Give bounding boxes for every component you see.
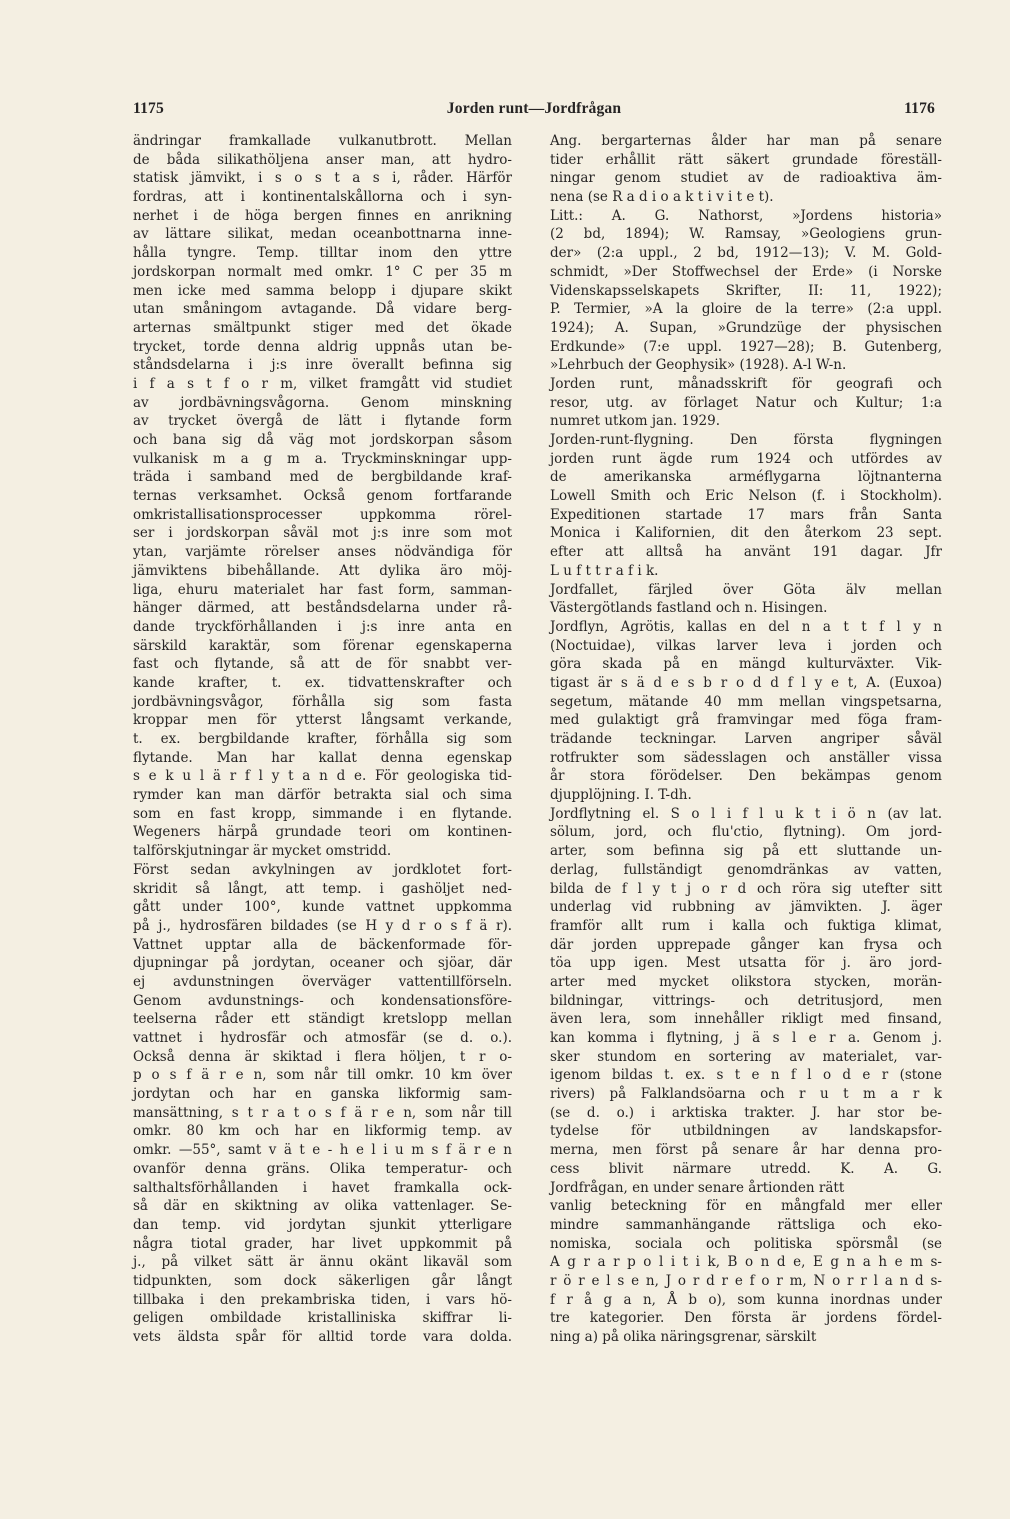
text-line: nomiska, sociala och politiska spörsmål (se [550,1235,942,1252]
text-line: mansättning, s t r a t o s f ä r e n, som når till [133,1104,512,1121]
text-line: salthaltsförhållanden i havet framkalla ock- [133,1179,512,1196]
text-line: ytan, varjämte rörelser anses nödvändiga för [133,544,512,561]
text-line: göra skada på en mängd kulturväxter. Vik- [550,656,942,673]
text-line: ovanför denna gräns. Olika temperatur- och [133,1160,512,1177]
text-line: Vattnet upptar alla de bäckenformade för- [133,936,512,953]
text-line: bilda de f l y t j o r d och röra sig utefter sitt [550,880,942,897]
text-line: men icke med samma belopp i djupare skikt [133,282,512,299]
text-line: Västergötlands fastland och n. Hisingen. [550,600,828,617]
text-line: Jorden-runt-flygning. Den första flygningen [550,432,942,448]
text-line: Ang. bergarternas ålder har man på senare [550,133,942,149]
text-line: L u f t t r a f i k. [550,562,659,579]
text-line: talförskjutningar är mycket omstridd. [133,843,392,860]
text-line: tidpunkten, som dock säkerligen går långt [133,1272,512,1289]
text-line: derlag, fullständigt genomdränkas av vatten, [550,861,942,878]
text-line: rotfrukter som sädesslagen och anställer vissa [550,749,942,766]
text-line: skridit så långt, att temp. i gashöljet ned- [133,880,512,897]
text-line: Jordfrågan, en under senare årtionden rätt [550,1179,845,1196]
text-line: jordytan och har en ganska likformig sam- [133,1086,512,1103]
text-line: som en fast kropp, simmande i en flytande. [133,805,512,822]
text-line: och bana sig då väg mot jordskorpan såsom [133,432,512,448]
text-line: jorden runt ägde rum 1924 och utfördes av [550,450,942,467]
text-line: även lera, som innehåller rikligt med finsand, [550,1011,942,1028]
text-line: trädande teckningar. Larven angriper såväl [550,731,942,747]
text-line: bildningar, vittrings- och detritusjord, men [550,992,942,1009]
text-line: (2 bd, 1894); W. Ramsay, »Geologiens grun- [550,226,942,243]
text-line: ser i jordskorpan såväl mot j:s inre som mot [133,525,512,542]
text-line: Wegeners härpå grundade teori om kontinen- [133,824,512,841]
text-line: där jorden upprepade gånger kan frysa och [550,936,942,953]
text-line: på j., hydrosfären bildades (se H y d r o s f ä r). [133,917,512,934]
text-line: särskild karaktär, som förenar egenskaperna [133,637,512,654]
text-line: vanlig beteckning för en mångfald mer eller [550,1198,942,1215]
text-line: så där en skiktning av olika vattenlager. Se- [133,1198,512,1215]
text-line: de båda silikathöljena anser man, att hydro- [133,151,512,168]
text-line: år stora förödelser. Den bekämpas genom [550,768,942,785]
text-line: fast och flytande, så att de för snabbt ver- [133,656,512,673]
text-line: dande tryckförhållanden i j:s inre anta en [133,618,512,635]
text-line: kroppar men för ytterst långsamt verkande, [133,712,512,729]
text-line: arter med mycket olikstora stycken, morän- [550,973,942,990]
text-line: tydelse för utbildningen av landskapsfor- [550,1123,942,1140]
text-line: framför allt rum i kalla och fuktiga klimat, [550,917,942,934]
text-line: med gulaktigt grå framvingar med föga fram- [550,712,942,729]
text-line: jämviktens bibehållande. Att dylika äro möj- [133,562,512,579]
text-line: rivers) på Falklandsöarna och r u t m a r k [550,1086,942,1103]
text-line: kande krafter, t. ex. tidvattenskrafter och [133,674,512,691]
text-line: kan komma i flytning, j ä s l e r a. Genom j. [550,1030,942,1046]
text-line: Monica i Kalifornien, dit den återkom 23 sept. [550,525,942,542]
text-line: segetum, mätande 40 mm mellan vingspetsarna, [550,693,942,710]
text-line: nena (se R a d i o a k t i v i t e t). [550,189,774,206]
text-line: cess blivit närmare utredd. K. A. G. [550,1160,942,1177]
text-line: Lowell Smith och Eric Nelson (f. i Stockholm). [550,488,942,505]
text-line: numret utkom jan. 1929. [550,413,721,430]
text-line: gått under 100°, kunde vattnet uppkomma [133,899,512,916]
text-line: fordras, att i kontinentalskållorna och i syn- [133,189,512,206]
text-line: rymder kan man därför betrakta sial och sima [133,787,512,804]
text-line: Jordfallet, färjled över Göta älv mellan [550,581,942,598]
text-line: jordbävningsvågor, förhålla sig som fasta [133,693,512,710]
text-line: Jordflyn, Agrötis, kallas en del n a t t f l y n [550,618,942,635]
text-line: A g r a r p o l i t i k, B o n d e, E g n a h e m s- [550,1254,942,1271]
text-line: vets äldsta spår för alltid torde vara dolda. [133,1329,512,1345]
text-line: resor, utg. av förlaget Natur och Kultur; 1:a [550,394,942,411]
text-line: av trycket övergå de lätt i flytande form [133,413,512,430]
text-line: P. Termier, »A la gloire de la terre» (2:a uppl. [550,301,942,318]
text-line: tre kategorier. Den första är jordens fördel- [550,1310,942,1327]
text-line: av lättare silikat, medan oceanbottnarna inne- [133,226,512,243]
text-line: efter att alltså ha använt 191 dagar. Jfr [550,544,942,561]
text-line: jordskorpan normalt med omkr. 1° C per 35 m [133,263,512,280]
text-line: tider erhållit rätt säkert grundade föreställ- [550,151,942,168]
text-line: ning a) på olika näringsgrenar, särskilt [550,1329,817,1345]
text-line: utan småningom avtagande. Då vidare berg- [133,301,512,318]
text-line: igenom bildas t. ex. s t e n f l o d e r (stone [550,1067,942,1084]
text-line: dan temp. vid jordytan sjunkit ytterligare [133,1216,512,1233]
text-line: töa upp igen. Mest utsatta för j. äro jord- [550,955,942,972]
text-line: de amerikanska arméflygarna löjtnanterna [550,469,942,486]
text-line: Genom avdunstnings- och kondensationsföre- [133,992,512,1009]
text-line: djupplöjning. I. T-dh. [550,787,692,804]
text-line: ternas verksamhet. Också genom fortfarande [133,488,512,505]
text-line: trycket, torde denna aldrig uppnås utan be- [133,338,512,355]
text-line: statisk jämvikt, i s o s t a s i, råder. Härför [133,170,512,187]
text-line: arternas smältpunkt stiger med det ökade [133,319,512,336]
text-line: liga, ehuru materialet har fast form, samman- [133,581,512,598]
text-line: flytande. Man har kallat denna egenskap [133,749,512,766]
text-line: omkristallisationsprocesser uppkomma rörel- [133,506,512,523]
text-line: Videnskapsselskapets Skrifter, II: 11, 1922); [550,282,942,299]
text-line: (se d. o.) i arktiska trakter. J. har stor be- [550,1104,942,1121]
text-line: träda i samband med de bergbildande kraf- [133,469,512,486]
text-line: vattnet i hydrosfär och atmosfär (se d. o.). [133,1030,512,1046]
text-line: i f a s t f o r m, vilket framgått vid studiet [133,375,512,392]
text-line: några tiotal grader, har livet uppkommit på [133,1235,512,1252]
text-line: underlag vid rubbning av jämvikten. J. äger [550,899,942,916]
text-line: arter, som befinna sig på ett sluttande un- [550,843,942,860]
text-line: Erdkunde» (7:e uppl. 1927—28); B. Gutenberg, [550,338,942,355]
running-title: Jorden runt—Jordfrågan [446,100,622,117]
text-line: Också denna är skiktad i flera höljen, t r o- [133,1048,512,1065]
text-line: ej avdunstningen överväger vattentillförseln. [133,973,512,990]
text-line: ståndsdelarna i j:s inre överallt befinna sig [133,357,512,374]
text-line: »Lehrbuch der Geophysik» (1928). A-l W-n. [550,357,847,374]
text-line: vulkanisk m a g m a. Tryckminskningar upp- [133,450,512,467]
text-line: sker stundom en sortering av materialet, var- [550,1048,942,1065]
text-line: ningar genom studiet av de radioaktiva äm- [550,170,942,187]
text-line: tillbaka i den prekambriska tiden, i vars hö- [133,1291,512,1308]
text-line: tigast är s ä d e s b r o d d f l y e t, A. (Euxoa) [550,674,942,691]
page-number-left: 1175 [133,100,164,117]
text-line: av jordbävningsvågorna. Genom minskning [133,394,512,411]
text-line: schmidt, »Der Stoffwechsel der Erde» (i Norske [550,263,942,280]
text-line: 1924); A. Supan, »Grundzüge der physischen [550,319,942,336]
text-line: Först sedan avkylningen av jordklotet fort- [133,861,512,878]
text-line: omkr. —55°, samt v ä t e - h e l i u m s f ä r e n [133,1142,512,1159]
text-line: nerhet i de höga bergen finnes en anrikning [133,207,512,224]
text-line: Jorden runt, månadsskrift för geografi och [550,375,942,392]
text-line: omkr. 80 km och har en likformig temp. av [133,1123,512,1140]
text-line: sölum, jord, och flu'ctio, flytning). Om jord- [550,824,942,841]
left-column [133,132,512,1347]
text-line: r ö r e l s e n, J o r d r e f o r m, N o r r l a n d s- [550,1272,942,1289]
text-line: mindre sammanhängande rättsliga och eko- [550,1216,942,1233]
page-number-right: 1176 [904,100,935,117]
text-line: hänger därmed, att beståndsdelarna under rå- [133,600,512,617]
text-line: djupningar på jordytan, oceaner och sjöar, där [133,955,512,972]
text-line: t. ex. bergbildande krafter, förhålla sig som [133,731,512,747]
text-line: merna, men först på senare år har denna pro- [550,1142,942,1159]
text-line: ändringar framkallade vulkanutbrott. Mellan [133,133,512,149]
right-column [550,132,942,1347]
text-line: Litt.: A. G. Nathorst, »Jordens historia» [550,207,942,224]
text-line: Jordflytning el. S o l i f l u k t i ö n (av lat. [550,805,942,822]
text-line: f r å g a n, Å b o), som kunna inordnas under [550,1291,942,1308]
text-line: (Noctuidae), vilkas larver leva i jorden och [550,637,942,654]
text-line: s e k u l ä r f l y t a n d e. För geologiska tid- [133,768,512,785]
text-line: teelserna råder ett ständigt kretslopp mellan [133,1011,512,1028]
text-line: Expeditionen startade 17 mars från Santa [550,506,942,523]
text-line: j., på vilket sätt är ännu okänt likaväl som [133,1254,512,1271]
page-header [133,100,935,126]
text-line: hålla tyngre. Temp. tilltar inom den yttre [133,245,512,262]
text-line: p o s f ä r e n, som når till omkr. 10 km över [133,1067,512,1084]
text-line: geligen ombildade kristalliniska skiffrar li- [133,1310,512,1327]
text-line: der» (2:a uppl., 2 bd, 1912—13); V. M. Gold- [550,245,942,262]
